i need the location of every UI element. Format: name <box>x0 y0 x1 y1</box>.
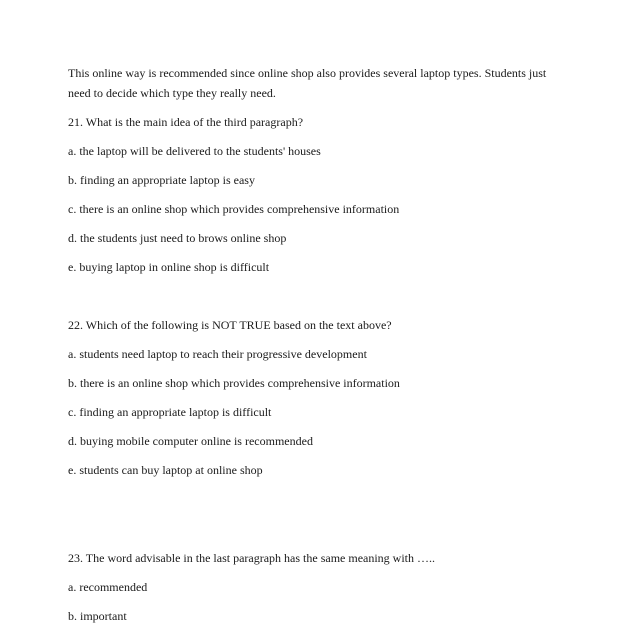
intro-line-2: need to decide which type they really need. <box>68 86 276 100</box>
question-21: 21. What is the main idea of the third paragraph? <box>68 115 304 129</box>
q21-option-d: d. the students just need to brows online shop <box>68 231 287 245</box>
q21-option-a: a. the laptop will be delivered to the students' houses <box>68 144 321 158</box>
question-22: 22. Which of the following is NOT TRUE based on the text above? <box>68 318 392 332</box>
q23-option-b: b. important <box>68 609 127 623</box>
q22-option-b: b. there is an online shop which provides comprehensive information <box>68 376 400 390</box>
q22-option-c: c. finding an appropriate laptop is difficult <box>68 405 272 419</box>
intro-line-1: This online way is recommended since online shop also provides several laptop types. Students just <box>68 66 547 80</box>
q21-option-c: c. there is an online shop which provides comprehensive information <box>68 202 400 216</box>
q22-option-d: d. buying mobile computer online is recommended <box>68 434 313 448</box>
q21-option-b: b. finding an appropriate laptop is easy <box>68 173 255 187</box>
q23-option-a: a. recommended <box>68 580 148 594</box>
q22-option-e: e. students can buy laptop at online shop <box>68 463 263 477</box>
q21-option-e: e. buying laptop in online shop is difficult <box>68 260 270 274</box>
question-23: 23. The word advisable in the last paragraph has the same meaning with ….. <box>68 551 436 565</box>
q22-option-a: a. students need laptop to reach their progressive development <box>68 347 367 361</box>
